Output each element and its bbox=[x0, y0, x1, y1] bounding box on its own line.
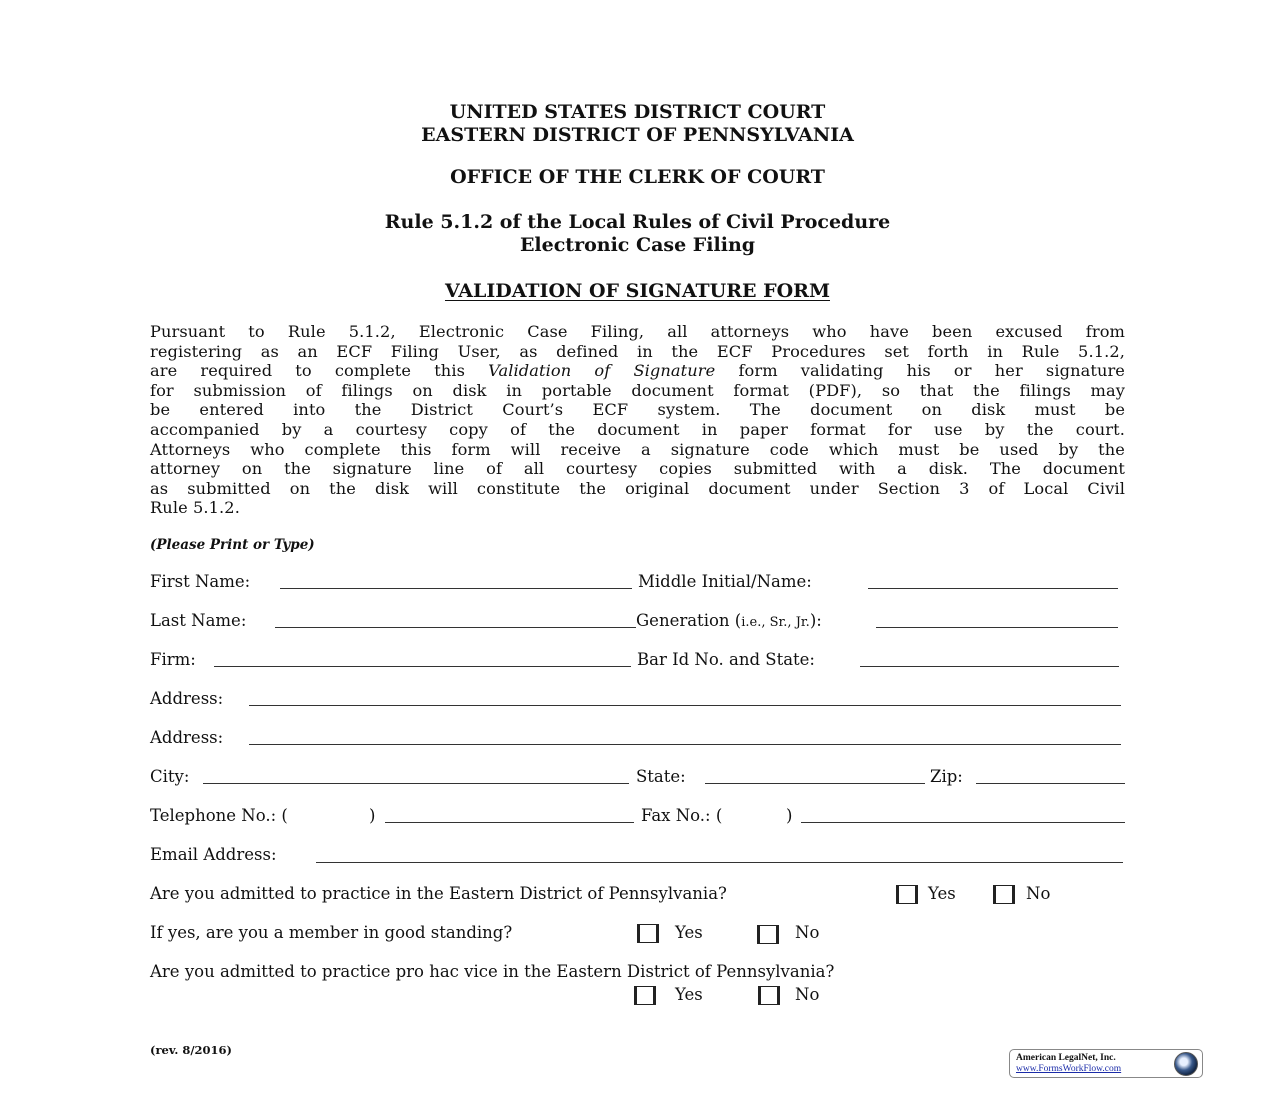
intro-line: are required to complete this Validation of Signature form validating his or her signature bbox=[150, 361, 1125, 381]
intro-paragraph bbox=[150, 322, 1125, 518]
state-field[interactable] bbox=[705, 783, 925, 784]
generation-label: Generation (i.e., Sr., Jr.): bbox=[636, 611, 822, 630]
question-text: Are you admitted to practice pro hac vice in the Eastern District of Pennsylvania? bbox=[150, 962, 835, 981]
question-text: If yes, are you a member in good standing? bbox=[150, 923, 513, 942]
city-field[interactable] bbox=[203, 783, 629, 784]
globe-icon bbox=[1174, 1052, 1198, 1076]
telephone-field[interactable] bbox=[385, 822, 634, 823]
middle-name-label: Middle Initial/Name: bbox=[638, 572, 812, 591]
logo-website-link[interactable]: www.FormsWorkFlow.com bbox=[1016, 1064, 1122, 1074]
telephone-area-code-field[interactable] bbox=[319, 806, 369, 826]
zip-label: Zip: bbox=[930, 767, 963, 786]
telephone-label: Telephone No.: ( bbox=[150, 806, 288, 825]
first-name-field[interactable] bbox=[280, 588, 632, 589]
logo-company-name: American LegalNet, Inc. bbox=[1016, 1053, 1116, 1063]
generation-field[interactable] bbox=[876, 627, 1118, 628]
firm-label: Firm: bbox=[150, 650, 196, 669]
email-label: Email Address: bbox=[150, 845, 277, 864]
zip-field[interactable] bbox=[976, 783, 1125, 784]
fax-area-code-field[interactable] bbox=[740, 806, 785, 826]
intro-line: Attorneys who complete this form will receive a signature code which must be used by the bbox=[150, 439, 1125, 459]
last-name-field[interactable] bbox=[275, 627, 636, 628]
intro-line: attorney on the signature line of all courtesy copies submitted with a disk. The document bbox=[150, 459, 1125, 479]
american-legalnet-logo[interactable] bbox=[1009, 1049, 1203, 1078]
bar-id-label: Bar Id No. and State: bbox=[637, 650, 815, 669]
intro-line: Rule 5.1.2. bbox=[150, 498, 240, 518]
good-standing-yes-checkbox[interactable] bbox=[637, 924, 659, 943]
bar-id-field[interactable] bbox=[860, 666, 1119, 667]
fax-paren-close: ) bbox=[786, 806, 793, 825]
good-standing-yes-label: Yes bbox=[675, 923, 703, 942]
address1-field[interactable] bbox=[249, 705, 1121, 706]
intro-line: registering as an ECF Filing User, as defined in the ECF Procedures set forth in Rule 5.1.2, bbox=[150, 341, 1125, 361]
good-standing-no-label: No bbox=[795, 923, 820, 942]
last-name-label: Last Name: bbox=[150, 611, 247, 630]
fax-field[interactable] bbox=[801, 822, 1125, 823]
pro-hac-vice-yes-label: Yes bbox=[675, 985, 703, 1004]
question-text: Are you admitted to practice in the Eastern District of Pennsylvania? bbox=[150, 884, 727, 903]
state-label: State: bbox=[636, 767, 686, 786]
pro-hac-vice-no-checkbox[interactable] bbox=[758, 986, 780, 1005]
rule-subheading: Electronic Case Filing bbox=[519, 234, 756, 256]
admitted-yes-checkbox[interactable] bbox=[896, 885, 918, 904]
city-label: City: bbox=[150, 767, 190, 786]
admitted-yes-label: Yes bbox=[928, 884, 956, 903]
office-heading: OFFICE OF THE CLERK OF COURT bbox=[450, 166, 825, 188]
intro-line: for submission of filings on disk in portable document format (PDF), so that the filings may bbox=[150, 380, 1125, 400]
intro-line: be entered into the District Court’s ECF system. The document on disk must be bbox=[150, 400, 1125, 420]
court-district: EASTERN DISTRICT OF PENNSYLVANIA bbox=[421, 124, 854, 146]
address2-field[interactable] bbox=[249, 744, 1121, 745]
address1-label: Address: bbox=[150, 689, 224, 708]
middle-name-field[interactable] bbox=[868, 588, 1118, 589]
revision-date: (rev. 8/2016) bbox=[150, 1043, 232, 1057]
intro-line: accompanied by a courtesy copy of the document in paper format for use by the court. bbox=[150, 419, 1125, 439]
email-field[interactable] bbox=[316, 862, 1123, 863]
address2-label: Address: bbox=[150, 728, 224, 747]
admitted-no-checkbox[interactable] bbox=[993, 885, 1015, 904]
pro-hac-vice-no-label: No bbox=[795, 985, 820, 1004]
telephone-paren-close: ) bbox=[369, 806, 376, 825]
firm-field[interactable] bbox=[214, 666, 631, 667]
print-or-type-note: (Please Print or Type) bbox=[150, 537, 315, 553]
form-title: VALIDATION OF SIGNATURE FORM bbox=[444, 280, 830, 302]
admitted-no-label: No bbox=[1026, 884, 1051, 903]
good-standing-no-checkbox[interactable] bbox=[757, 925, 779, 944]
intro-line: as submitted on the disk will constitute the original document under Section 3 of Local Civil bbox=[150, 478, 1125, 498]
fax-label: Fax No.: ( bbox=[641, 806, 723, 825]
form-name-italic: Validation of Signature bbox=[488, 361, 716, 381]
court-name: UNITED STATES DISTRICT COURT bbox=[449, 101, 826, 123]
rule-heading: Rule 5.1.2 of the Local Rules of Civil Procedure bbox=[384, 211, 891, 233]
pro-hac-vice-yes-checkbox[interactable] bbox=[634, 986, 656, 1005]
first-name-label: First Name: bbox=[150, 572, 251, 591]
intro-line: Pursuant to Rule 5.1.2, Electronic Case Filing, all attorneys who have been excused from bbox=[150, 322, 1125, 341]
